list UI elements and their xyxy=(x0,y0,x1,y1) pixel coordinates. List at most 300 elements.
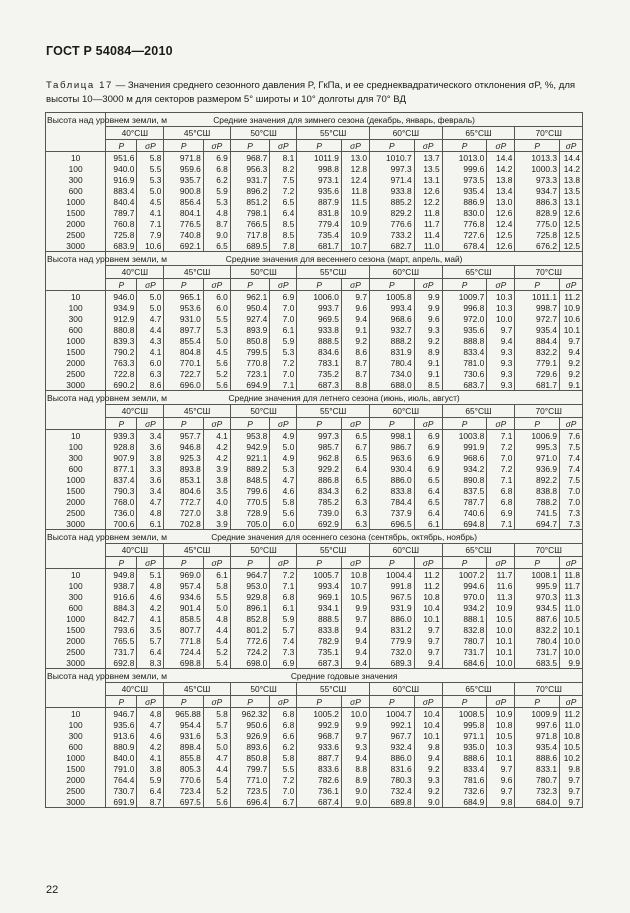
sigma-symbol: σP xyxy=(341,696,369,708)
sigma-cell: 9.0 xyxy=(341,785,369,796)
pressure-cell: 727.0 xyxy=(164,507,203,518)
sigma-cell: 10.1 xyxy=(414,613,442,624)
pressure-cell: 734.0 xyxy=(369,368,414,379)
section-header-row xyxy=(46,113,583,127)
pressure-cell: 942.9 xyxy=(230,441,269,452)
pressure-cell: 997.3 xyxy=(297,430,342,442)
pressure-cell: 834.6 xyxy=(297,346,342,357)
sigma-cell: 9.7 xyxy=(341,730,369,741)
sigma-cell: 10.0 xyxy=(487,624,515,635)
pressure-cell: 683.9 xyxy=(106,240,137,252)
height-cell: 2000 xyxy=(46,635,106,646)
pressure-cell: 770.8 xyxy=(230,357,269,368)
sigma-cell: 9.2 xyxy=(560,368,583,379)
pressure-symbol: P xyxy=(230,140,269,152)
pressure-symbol: P xyxy=(297,696,342,708)
pressure-symbol: P xyxy=(442,418,487,430)
sigma-cell: 5.8 xyxy=(270,496,297,507)
sigma-cell: 8.7 xyxy=(341,357,369,368)
sigma-cell: 3.8 xyxy=(137,763,164,774)
caption-label: Таблица 17 xyxy=(46,80,113,91)
pressure-cell: 779.9 xyxy=(369,635,414,646)
sigma-cell: 6.9 xyxy=(414,441,442,452)
pressure-cell: 1003.8 xyxy=(442,430,487,442)
sigma-cell: 9.7 xyxy=(414,624,442,635)
pressure-cell: 839.3 xyxy=(106,335,137,346)
table-row xyxy=(46,741,583,752)
sigma-cell: 6.0 xyxy=(137,357,164,368)
pressure-cell: 993.4 xyxy=(297,580,342,591)
sigma-cell: 12.6 xyxy=(414,185,442,196)
pressure-cell: 723.4 xyxy=(164,785,203,796)
pressure-cell: 950.4 xyxy=(230,302,269,313)
height-cell: 1500 xyxy=(46,763,106,774)
pressure-cell: 779.1 xyxy=(515,357,560,368)
height-cell: 2000 xyxy=(46,496,106,507)
sigma-cell: 10.1 xyxy=(414,730,442,741)
pressure-cell: 724.4 xyxy=(164,646,203,657)
data-table xyxy=(45,112,583,808)
latitude-header: 65°СШ xyxy=(442,266,515,279)
sigma-symbol: σP xyxy=(203,140,230,152)
sigma-cell: 7.3 xyxy=(270,646,297,657)
sigma-cell: 5.4 xyxy=(203,657,230,669)
pressure-cell: 855.8 xyxy=(164,752,203,763)
symbol-row xyxy=(46,418,583,430)
sigma-cell: 8.8 xyxy=(341,763,369,774)
sigma-symbol: σP xyxy=(414,696,442,708)
sigma-cell: 7.0 xyxy=(487,452,515,463)
pressure-cell: 928.8 xyxy=(106,441,137,452)
table-row xyxy=(46,730,583,741)
sigma-cell: 13.0 xyxy=(487,196,515,207)
sigma-cell: 10.1 xyxy=(487,635,515,646)
sigma-cell: 10.5 xyxy=(487,730,515,741)
table-row xyxy=(46,624,583,635)
height-cell: 1000 xyxy=(46,474,106,485)
pressure-cell: 986.7 xyxy=(369,441,414,452)
pressure-symbol: P xyxy=(297,140,342,152)
sigma-cell: 9.7 xyxy=(560,785,583,796)
pressure-cell: 898.4 xyxy=(164,741,203,752)
pressure-cell: 959.6 xyxy=(164,163,203,174)
height-cell: 1000 xyxy=(46,752,106,763)
sigma-cell: 10.1 xyxy=(560,624,583,635)
pressure-cell: 694.7 xyxy=(515,518,560,530)
sigma-symbol: σP xyxy=(137,557,164,569)
pressure-cell: 782.6 xyxy=(297,774,342,785)
sigma-cell: 7.0 xyxy=(270,302,297,313)
pressure-cell: 968.7 xyxy=(297,730,342,741)
sigma-cell: 9.0 xyxy=(341,796,369,808)
pressure-cell: 691.9 xyxy=(106,796,137,808)
pressure-symbol: P xyxy=(164,418,203,430)
latitude-header: 65°СШ xyxy=(442,405,515,418)
pressure-cell: 770.5 xyxy=(230,496,269,507)
pressure-cell: 807.7 xyxy=(164,624,203,635)
sigma-cell: 8.9 xyxy=(341,774,369,785)
pressure-symbol: P xyxy=(297,557,342,569)
sigma-cell: 6.0 xyxy=(203,302,230,313)
sigma-cell: 7.1 xyxy=(270,580,297,591)
latitude-header: 50°СШ xyxy=(230,544,296,557)
sigma-cell: 10.3 xyxy=(487,741,515,752)
sigma-cell: 5.4 xyxy=(203,774,230,785)
height-cell: 10 xyxy=(46,152,106,164)
sigma-cell: 5.0 xyxy=(203,602,230,613)
pressure-cell: 727.6 xyxy=(442,229,487,240)
sigma-cell: 11.0 xyxy=(560,602,583,613)
sigma-cell: 6.8 xyxy=(270,719,297,730)
height-cell: 1500 xyxy=(46,207,106,218)
sigma-cell: 7.2 xyxy=(270,774,297,785)
pressure-cell: 729.6 xyxy=(515,368,560,379)
pressure-cell: 830.0 xyxy=(442,207,487,218)
height-cell: 2000 xyxy=(46,357,106,368)
pressure-cell: 831.8 xyxy=(297,207,342,218)
height-cell: 600 xyxy=(46,741,106,752)
pressure-cell: 736.0 xyxy=(106,507,137,518)
pressure-cell: 790.2 xyxy=(106,346,137,357)
pressure-cell: 833.1 xyxy=(515,763,560,774)
latitude-row xyxy=(46,544,583,557)
pressure-symbol: P xyxy=(369,418,414,430)
pressure-cell: 1011.1 xyxy=(515,291,560,303)
sigma-cell: 10.1 xyxy=(560,324,583,335)
sigma-cell: 10.4 xyxy=(414,602,442,613)
pressure-cell: 888.8 xyxy=(442,335,487,346)
height-cell: 10 xyxy=(46,291,106,303)
sigma-cell: 10.9 xyxy=(487,708,515,720)
table-row xyxy=(46,657,583,669)
sigma-cell: 3.9 xyxy=(203,463,230,474)
sigma-cell: 4.2 xyxy=(137,602,164,613)
sigma-cell: 8.8 xyxy=(341,379,369,391)
sigma-cell: 6.9 xyxy=(270,657,297,669)
pressure-cell: 940.0 xyxy=(106,163,137,174)
pressure-symbol: P xyxy=(442,696,487,708)
pressure-cell: 953.8 xyxy=(230,430,269,442)
sigma-cell: 11.2 xyxy=(560,708,583,720)
pressure-cell: 690.2 xyxy=(106,379,137,391)
sigma-cell: 10.3 xyxy=(487,291,515,303)
pressure-cell: 837.5 xyxy=(442,485,487,496)
height-cell: 3000 xyxy=(46,518,106,530)
pressure-cell: 996.8 xyxy=(442,302,487,313)
sigma-cell: 9.7 xyxy=(414,635,442,646)
pressure-cell: 931.6 xyxy=(164,730,203,741)
pressure-cell: 739.0 xyxy=(297,507,342,518)
sigma-cell: 10.0 xyxy=(487,657,515,669)
pressure-symbol: P xyxy=(106,140,137,152)
pressure-cell: 998.8 xyxy=(297,163,342,174)
sigma-symbol: σP xyxy=(137,140,164,152)
sigma-cell: 5.4 xyxy=(203,635,230,646)
pressure-cell: 1004.7 xyxy=(369,708,414,720)
sigma-cell: 4.8 xyxy=(137,708,164,720)
pressure-cell: 934.2 xyxy=(442,602,487,613)
sigma-cell: 10.2 xyxy=(560,752,583,763)
pressure-cell: 788.2 xyxy=(515,496,560,507)
pressure-cell: 731.7 xyxy=(442,646,487,657)
sigma-cell: 10.1 xyxy=(487,752,515,763)
table-row xyxy=(46,708,583,720)
pressure-cell: 935.7 xyxy=(164,174,203,185)
pressure-cell: 1006.9 xyxy=(515,430,560,442)
height-cell: 600 xyxy=(46,602,106,613)
sigma-cell: 10.5 xyxy=(560,741,583,752)
pressure-cell: 953.6 xyxy=(164,302,203,313)
sigma-cell: 6.9 xyxy=(414,452,442,463)
sigma-cell: 6.2 xyxy=(270,741,297,752)
sigma-cell: 9.4 xyxy=(341,313,369,324)
pressure-cell: 995.8 xyxy=(442,719,487,730)
pressure-cell: 931.7 xyxy=(230,174,269,185)
pressure-cell: 682.7 xyxy=(369,240,414,252)
pressure-cell: 833.8 xyxy=(369,485,414,496)
height-cell: 100 xyxy=(46,302,106,313)
height-cell: 2000 xyxy=(46,774,106,785)
pressure-cell: 934.1 xyxy=(297,602,342,613)
pressure-cell: 732.3 xyxy=(515,785,560,796)
pressure-cell: 950.6 xyxy=(230,719,269,730)
pressure-symbol: P xyxy=(230,418,269,430)
pressure-symbol: P xyxy=(164,557,203,569)
table-row xyxy=(46,635,583,646)
pressure-cell: 969.5 xyxy=(297,313,342,324)
latitude-header: 45°СШ xyxy=(164,405,230,418)
pressure-cell: 783.1 xyxy=(297,357,342,368)
sigma-cell: 11.7 xyxy=(560,580,583,591)
section-header-row xyxy=(46,391,583,405)
sigma-cell: 5.9 xyxy=(203,185,230,196)
sigma-cell: 7.0 xyxy=(270,785,297,796)
pressure-cell: 801.2 xyxy=(230,624,269,635)
sigma-cell: 6.4 xyxy=(137,785,164,796)
pressure-cell: 934.7 xyxy=(515,185,560,196)
sigma-cell: 7.0 xyxy=(270,368,297,379)
latitude-header: 50°СШ xyxy=(230,683,296,696)
latitude-header: 40°СШ xyxy=(106,544,164,557)
sigma-cell: 4.0 xyxy=(203,496,230,507)
pressure-cell: 698.0 xyxy=(230,657,269,669)
pressure-cell: 855.4 xyxy=(164,335,203,346)
pressure-cell: 886.8 xyxy=(297,474,342,485)
sigma-cell: 6.3 xyxy=(137,368,164,379)
sigma-cell: 6.0 xyxy=(203,291,230,303)
height-cell: 300 xyxy=(46,591,106,602)
pressure-cell: 886.0 xyxy=(369,613,414,624)
pressure-cell: 692.8 xyxy=(106,657,137,669)
pressure-cell: 837.4 xyxy=(106,474,137,485)
sigma-cell: 4.1 xyxy=(137,613,164,624)
table-row xyxy=(46,229,583,240)
sigma-cell: 11.2 xyxy=(560,291,583,303)
sigma-cell: 6.5 xyxy=(270,196,297,207)
pressure-cell: 1009.9 xyxy=(515,708,560,720)
pressure-cell: 842.7 xyxy=(106,613,137,624)
sigma-symbol: σP xyxy=(487,418,515,430)
pressure-cell: 1004.4 xyxy=(369,569,414,581)
sigma-symbol: σP xyxy=(414,279,442,291)
pressure-cell: 934.5 xyxy=(515,602,560,613)
table-row xyxy=(46,485,583,496)
pressure-symbol: P xyxy=(297,418,342,430)
sigma-cell: 9.2 xyxy=(414,335,442,346)
sigma-cell: 7.6 xyxy=(560,430,583,442)
latitude-header: 45°СШ xyxy=(164,683,230,696)
pressure-cell: 683.5 xyxy=(515,657,560,669)
pressure-symbol: P xyxy=(369,557,414,569)
sigma-cell: 5.2 xyxy=(203,646,230,657)
symbol-row xyxy=(46,696,583,708)
pressure-cell: 770.6 xyxy=(164,774,203,785)
sigma-cell: 10.8 xyxy=(414,591,442,602)
pressure-cell: 832.2 xyxy=(515,624,560,635)
pressure-cell: 1005.8 xyxy=(369,291,414,303)
pressure-cell: 684.9 xyxy=(442,796,487,808)
pressure-cell: 696.5 xyxy=(369,518,414,530)
sigma-cell: 8.5 xyxy=(270,229,297,240)
sigma-cell: 4.6 xyxy=(270,485,297,496)
sigma-cell: 5.6 xyxy=(203,379,230,391)
pressure-cell: 700.6 xyxy=(106,518,137,530)
table-row xyxy=(46,430,583,442)
sigma-cell: 10.9 xyxy=(341,229,369,240)
pressure-symbol: P xyxy=(515,279,560,291)
sigma-cell: 7.9 xyxy=(137,229,164,240)
pressure-cell: 850.8 xyxy=(230,752,269,763)
sigma-cell: 4.7 xyxy=(270,474,297,485)
sigma-cell: 10.0 xyxy=(341,708,369,720)
pressure-cell: 932.4 xyxy=(369,741,414,752)
latitude-header: 65°СШ xyxy=(442,683,515,696)
pressure-symbol: P xyxy=(442,140,487,152)
sigma-cell: 12.6 xyxy=(487,240,515,252)
sigma-cell: 5.9 xyxy=(137,774,164,785)
sigma-cell: 6.8 xyxy=(487,496,515,507)
pressure-cell: 781.6 xyxy=(442,774,487,785)
height-cell: 1000 xyxy=(46,196,106,207)
sigma-cell: 6.5 xyxy=(414,496,442,507)
latitude-header: 45°СШ xyxy=(164,127,230,140)
pressure-cell: 832.2 xyxy=(515,346,560,357)
sigma-cell: 6.5 xyxy=(414,474,442,485)
sigma-cell: 4.9 xyxy=(270,430,297,442)
pressure-cell: 973.3 xyxy=(515,174,560,185)
table-row xyxy=(46,240,583,252)
pressure-cell: 687.4 xyxy=(297,796,342,808)
sigma-cell: 9.4 xyxy=(341,635,369,646)
sigma-cell: 5.7 xyxy=(203,719,230,730)
table-row xyxy=(46,452,583,463)
sigma-cell: 4.1 xyxy=(137,207,164,218)
sigma-cell: 5.0 xyxy=(137,291,164,303)
section-title: Средние значения для весеннего сезона (март, апрель, май) xyxy=(106,252,583,266)
pressure-cell: 804.8 xyxy=(164,346,203,357)
sigma-symbol: σP xyxy=(137,279,164,291)
sigma-cell: 4.8 xyxy=(137,580,164,591)
pressure-cell: 732.6 xyxy=(442,785,487,796)
pressure-cell: 997.6 xyxy=(515,719,560,730)
sigma-cell: 11.3 xyxy=(487,591,515,602)
sigma-cell: 9.6 xyxy=(487,774,515,785)
sigma-cell: 13.1 xyxy=(414,174,442,185)
pressure-cell: 1007.2 xyxy=(442,569,487,581)
sigma-symbol: σP xyxy=(487,557,515,569)
sigma-cell: 3.9 xyxy=(203,518,230,530)
pressure-cell: 932.7 xyxy=(369,324,414,335)
sigma-cell: 9.7 xyxy=(414,646,442,657)
pressure-cell: 736.1 xyxy=(297,785,342,796)
sigma-cell: 6.6 xyxy=(270,730,297,741)
height-cell: 300 xyxy=(46,452,106,463)
sigma-cell: 5.2 xyxy=(203,368,230,379)
table-row xyxy=(46,196,583,207)
section-header-row xyxy=(46,252,583,266)
height-cell: 10 xyxy=(46,708,106,720)
sigma-cell: 6.5 xyxy=(203,240,230,252)
pressure-cell: 724.2 xyxy=(230,646,269,657)
pressure-cell: 888.1 xyxy=(442,613,487,624)
sigma-cell: 7.1 xyxy=(487,474,515,485)
pressure-cell: 833.8 xyxy=(297,624,342,635)
pressure-cell: 971.1 xyxy=(442,730,487,741)
pressure-cell: 760.8 xyxy=(106,218,137,229)
sigma-cell: 9.7 xyxy=(487,324,515,335)
sigma-cell: 7.5 xyxy=(560,441,583,452)
height-cell: 2500 xyxy=(46,229,106,240)
latitude-row xyxy=(46,266,583,279)
sigma-cell: 12.5 xyxy=(560,218,583,229)
sigma-symbol: σP xyxy=(487,279,515,291)
sigma-cell: 10.0 xyxy=(487,313,515,324)
sigma-cell: 7.4 xyxy=(560,452,583,463)
symbol-row xyxy=(46,140,583,152)
pressure-cell: 929.2 xyxy=(297,463,342,474)
pressure-cell: 740.6 xyxy=(442,507,487,518)
caption-text: — Значения среднего сезонного давления P, ГкПа, и ее среднеквадратического отклонения σP, %, для высоты 10—3000 м для секторов размером 5° широты и 10° долготы для 70° ВД xyxy=(46,80,576,105)
sigma-cell: 10.4 xyxy=(414,719,442,730)
pressure-cell: 887.7 xyxy=(297,752,342,763)
sigma-cell: 8.2 xyxy=(270,163,297,174)
sigma-cell: 5.5 xyxy=(270,763,297,774)
sigma-cell: 5.9 xyxy=(270,613,297,624)
sigma-cell: 5.3 xyxy=(203,730,230,741)
pressure-cell: 880.8 xyxy=(106,324,137,335)
pressure-cell: 681.7 xyxy=(515,379,560,391)
sigma-cell: 10.8 xyxy=(341,569,369,581)
latitude-header: 70°СШ xyxy=(515,405,583,418)
pressure-cell: 935.4 xyxy=(442,185,487,196)
pressure-cell: 799.5 xyxy=(230,346,269,357)
pressure-cell: 935.6 xyxy=(442,324,487,335)
pressure-cell: 954.4 xyxy=(164,719,203,730)
pressure-cell: 946.8 xyxy=(164,441,203,452)
sigma-cell: 13.0 xyxy=(341,152,369,164)
latitude-row xyxy=(46,127,583,140)
pressure-cell: 775.0 xyxy=(515,218,560,229)
pressure-cell: 805.3 xyxy=(164,763,203,774)
pressure-cell: 992.1 xyxy=(369,719,414,730)
sigma-cell: 9.7 xyxy=(560,335,583,346)
sigma-cell: 9.3 xyxy=(487,357,515,368)
height-cell: 3000 xyxy=(46,657,106,669)
table-row xyxy=(46,185,583,196)
latitude-header: 55°СШ xyxy=(297,405,370,418)
pressure-cell: 888.5 xyxy=(297,613,342,624)
pressure-cell: 687.3 xyxy=(297,379,342,391)
